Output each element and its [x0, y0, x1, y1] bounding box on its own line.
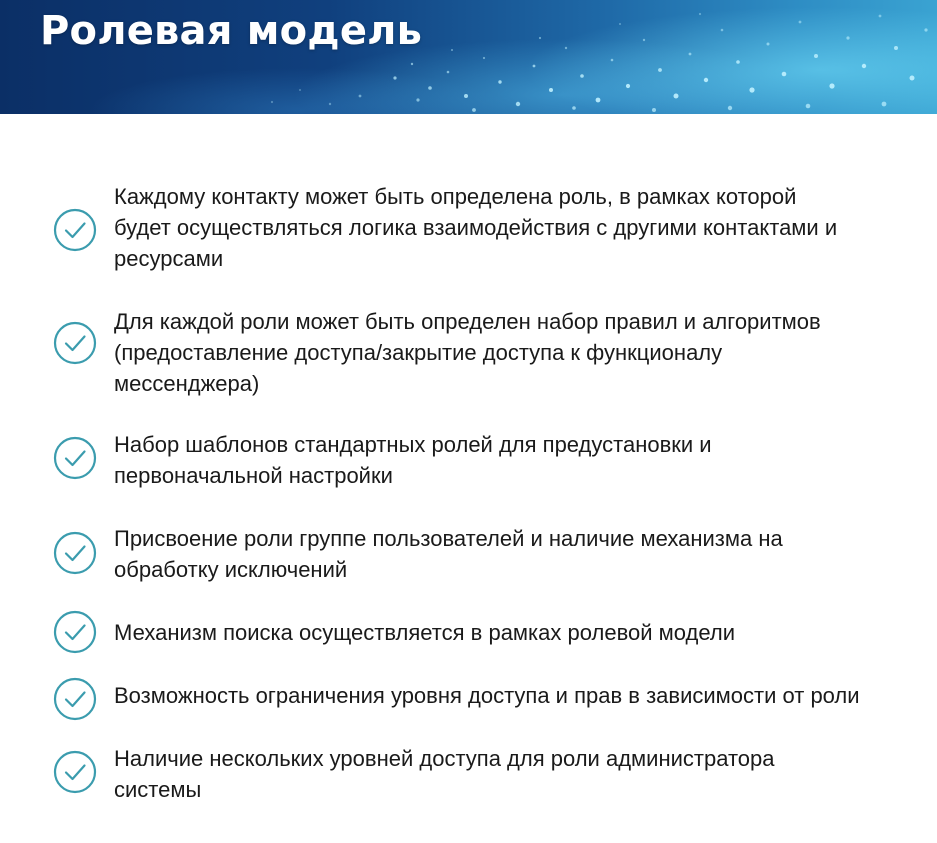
check-circle-icon [53, 436, 97, 480]
list-item-text: Набор шаблонов стандартных ролей для предустановки и первоначальной настройки [114, 432, 712, 488]
check-circle-icon [53, 610, 97, 654]
list-item-text: Наличие нескольких уровней доступа для роли администратора системы [114, 746, 775, 802]
check-circle-icon [53, 208, 97, 252]
list-item-text: Для каждой роли может быть определен набор правил и алгоритмов (предоставление доступа/закрытие доступа к функционалу мессенджера) [114, 309, 821, 396]
check-circle-icon [53, 750, 97, 794]
list-item-text: Каждому контакту может быть определена роль, в рамках которой будет осуществляться логика взаимодействия с другими контактами и ресурсами [114, 184, 838, 271]
list-item-text: Возможность ограничения уровня доступа и прав в зависимости от роли [114, 683, 860, 708]
check-circle-icon [53, 677, 97, 721]
page-title: Ролевая модель [40, 8, 423, 54]
check-circle-icon [53, 321, 97, 365]
check-circle-icon [53, 531, 97, 575]
list-item-text: Присвоение роли группе пользователей и наличие механизма на обработку исключений [114, 526, 783, 582]
list-item-text: Механизм поиска осуществляется в рамках ролевой модели [114, 620, 735, 645]
